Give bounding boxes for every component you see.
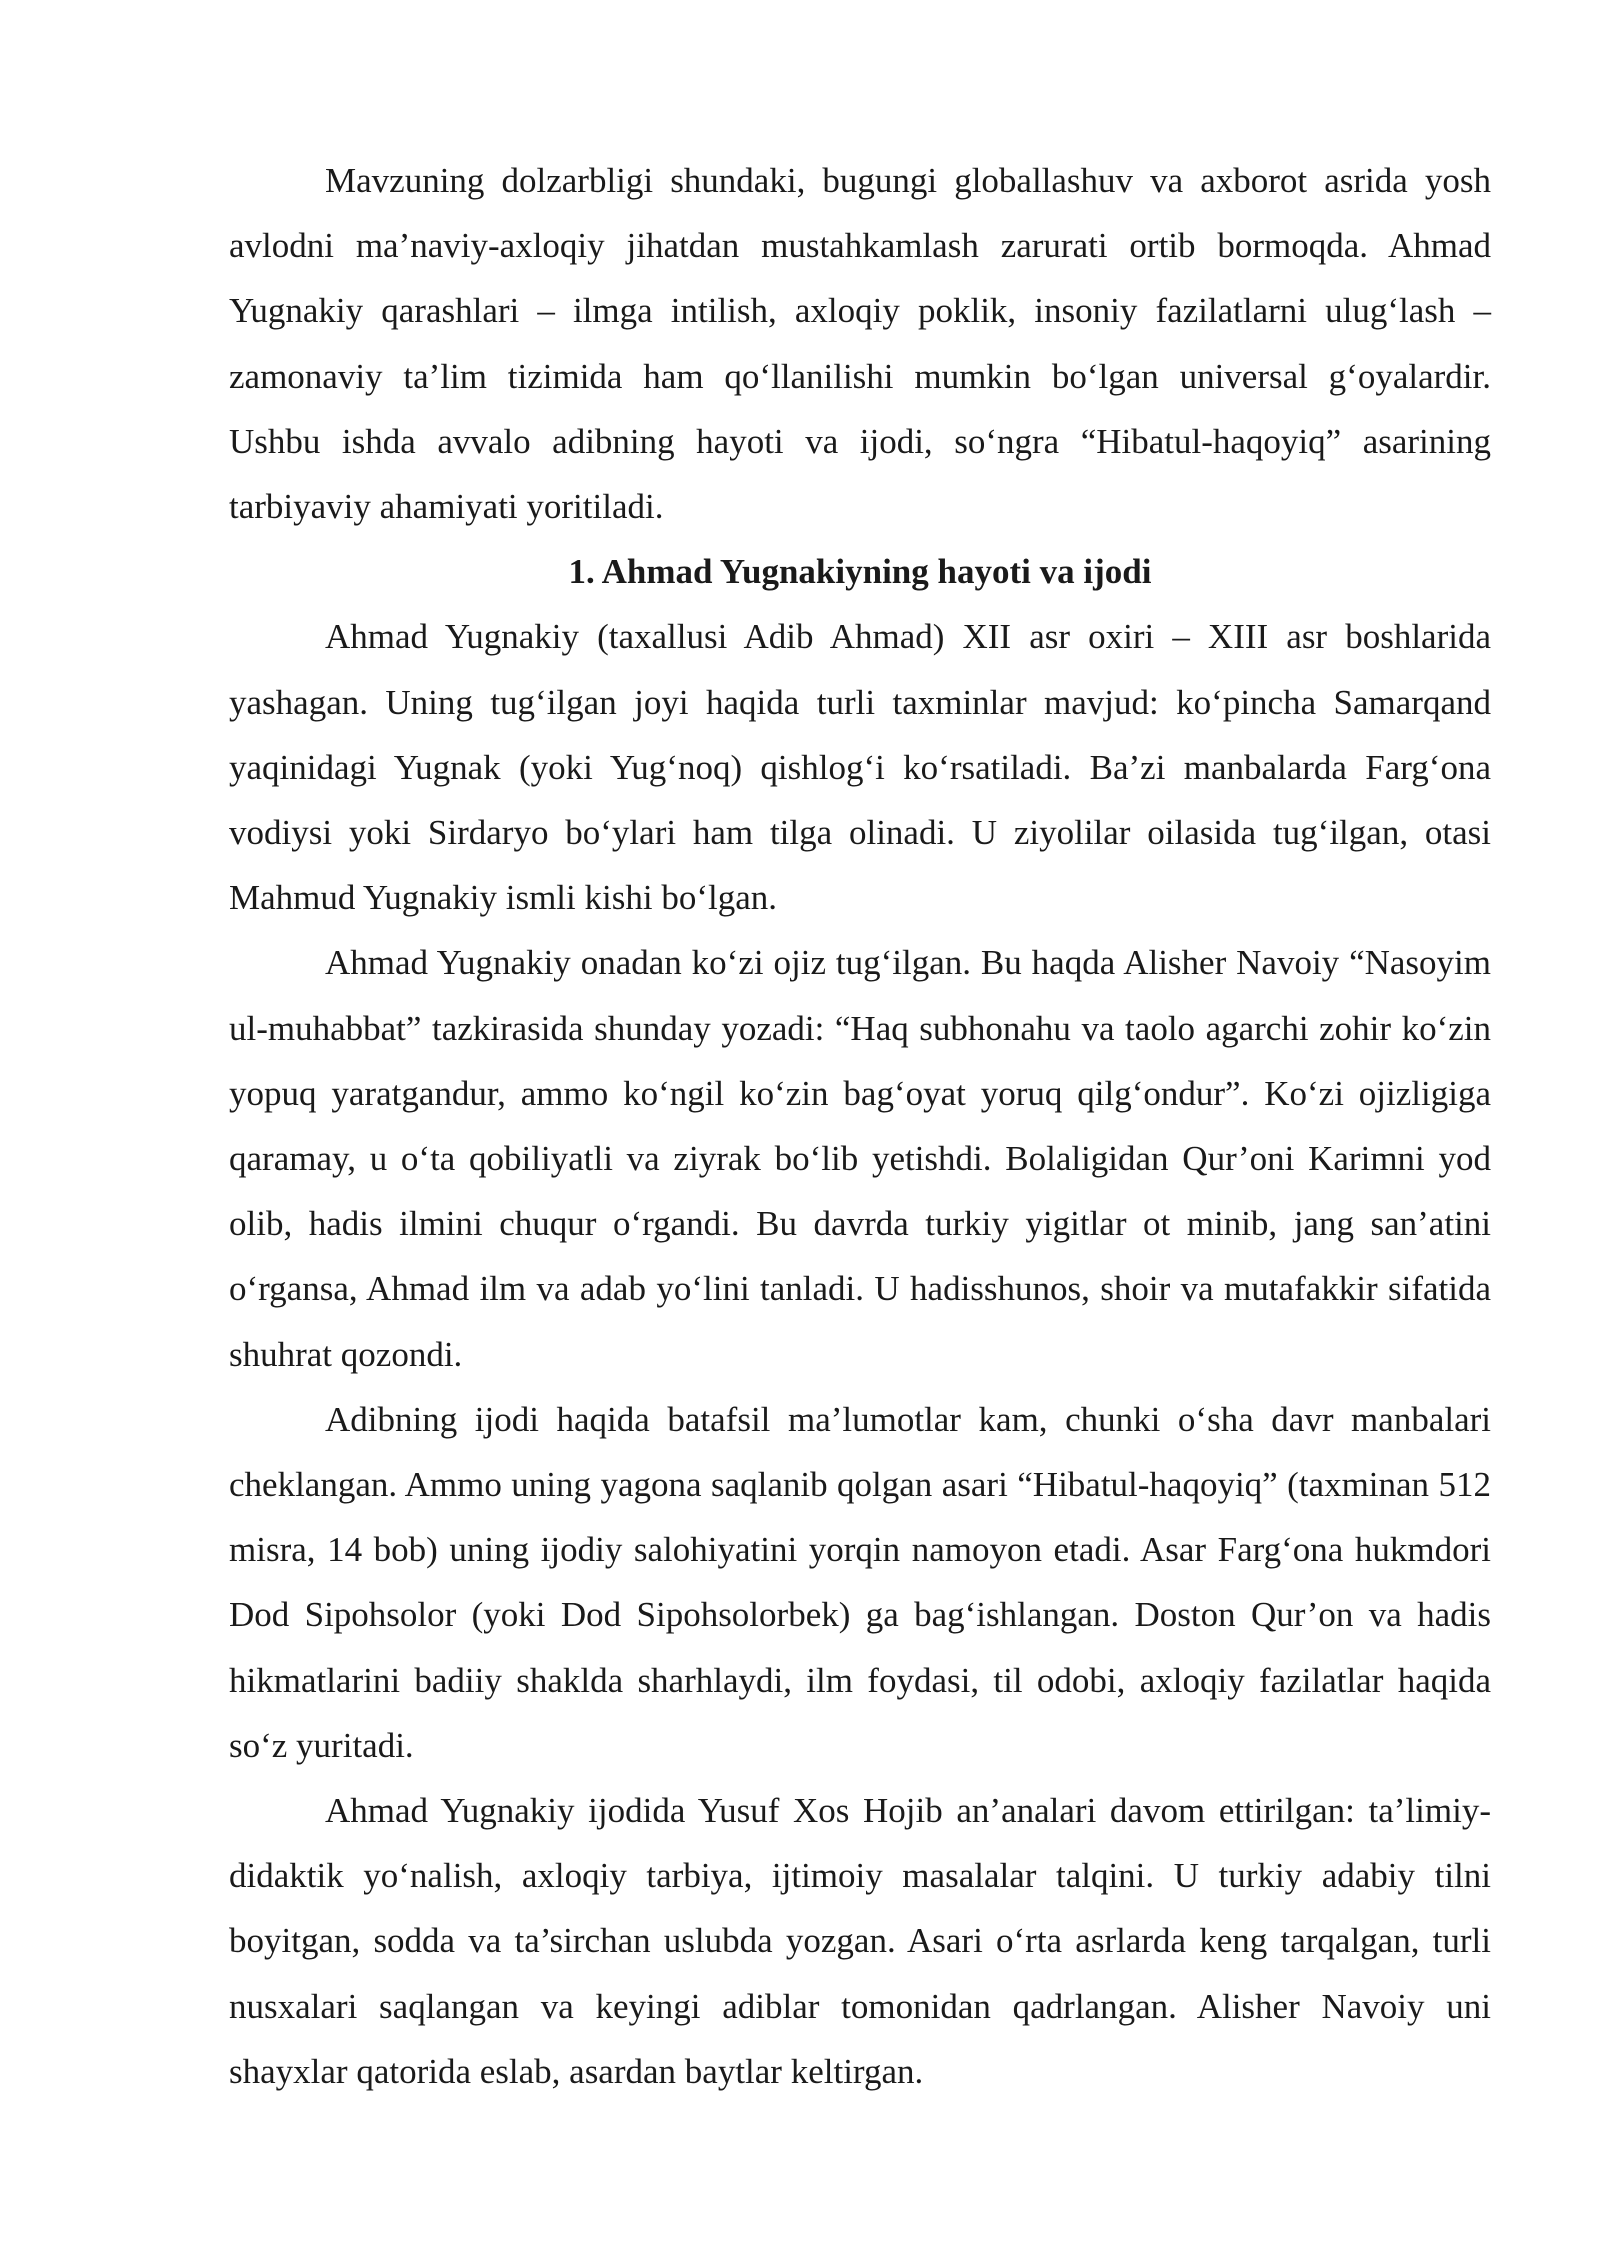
- intro-paragraph: Mavzuning dolzarbligi shundaki, bugungi globallashuv va axborot asrida yosh avlodni ma’naviy-axloqiy jihatdan mustahkamlash zarurati ortib bormoqda. Ahmad Yugnakiy qarashlari – ilmga intilish, axloqiy poklik, insoniy fazilatlarni ulug‘lash – zamonaviy ta’lim tizimida ham qo‘llanilishi mumkin bo‘lgan universal g‘oyalardir. Ushbu ishda avvalo adibning hayoti va ijodi, so‘ngra “Hibatul-haqoyiq” asarining tarbiyaviy ahamiyati yoritiladi.: [229, 161, 1491, 527]
- paragraph-tradition: Ahmad Yugnakiy ijodida Yusuf Xos Hojib an’analari davom ettirilgan: ta’limiy-didaktik yo‘nalish, axloqiy tarbiya, ijtimoiy masalalar talqini. U turkiy adabiy tilni boyitgan, sodda va ta’sirchan uslubda yozgan. Asari o‘rta asrlarda keng tarqalgan, turli nusxalari saqlangan va keyingi adiblar tomonidan qadrlangan. Alisher Navoiy uni shayxlar qatorida eslab, asardan baytlar keltirgan.: [229, 1791, 1491, 2091]
- paragraph-blindness: Ahmad Yugnakiy onadan ko‘zi ojiz tug‘ilgan. Bu haqda Alisher Navoiy “Nasoyim ul-muhabbat” tazkirasida shunday yozadi: “Haq subhonahu va taolo agarchi zohir ko‘zin yopuq yaratgandur, ammo ko‘ngil ko‘zin bag‘oyat yoruq qilg‘ondur”. Ko‘zi ojizligiga qaramay, u o‘ta qobiliyatli va ziyrak bo‘lib yetishdi. Bolaligidan Qur’oni Karimni yod olib, hadis ilmini chuqur o‘rgandi. Bu davrda turkiy yigitlar ot minib, jang san’atini o‘rgansa, Ahmad ilm va adab yo‘lini tanladi. U hadisshunos, shoir va mutafakkir sifatida shuhrat qozondi.: [229, 943, 1491, 1374]
- paragraph-work: Adibning ijodi haqida batafsil ma’lumotlar kam, chunki o‘sha davr manbalari cheklangan. Ammo uning yagona saqlanib qolgan asari “Hibatul-haqoyiq” (taxminan 512 misra, 14 bob) uning ijodiy salohiyatini yorqin namoyon etadi. Asar Farg‘ona hukmdori Dod Sipohsolor (yoki Dod Sipohsolorbek) ga bag‘ishlangan. Doston Qur’on va hadis hikmatlarini badiiy shaklda sharhlaydi, ilm foydasi, til odobi, axloqiy fazilatlar haqida so‘z yuritadi.: [229, 1399, 1491, 1765]
- document-page: [229, 148, 1491, 2104]
- section-heading: 1. Ahmad Yugnakiyning hayoti va ijodi: [568, 552, 1152, 592]
- paragraph-life: Ahmad Yugnakiy (taxallusi Adib Ahmad) XII asr oxiri – XIII asr boshlarida yashagan. Uning tug‘ilgan joyi haqida turli taxminlar mavjud: ko‘pincha Samarqand yaqinidagi Yugnak (yoki Yug‘noq) qishlog‘i ko‘rsatiladi. Ba’zi manbalarda Farg‘ona vodiysi yoki Sirdaryo bo‘ylari ham tilga olinadi. U ziyolilar oilasida tug‘ilgan, otasi Mahmud Yugnakiy ismli kishi bo‘lgan.: [229, 617, 1491, 918]
